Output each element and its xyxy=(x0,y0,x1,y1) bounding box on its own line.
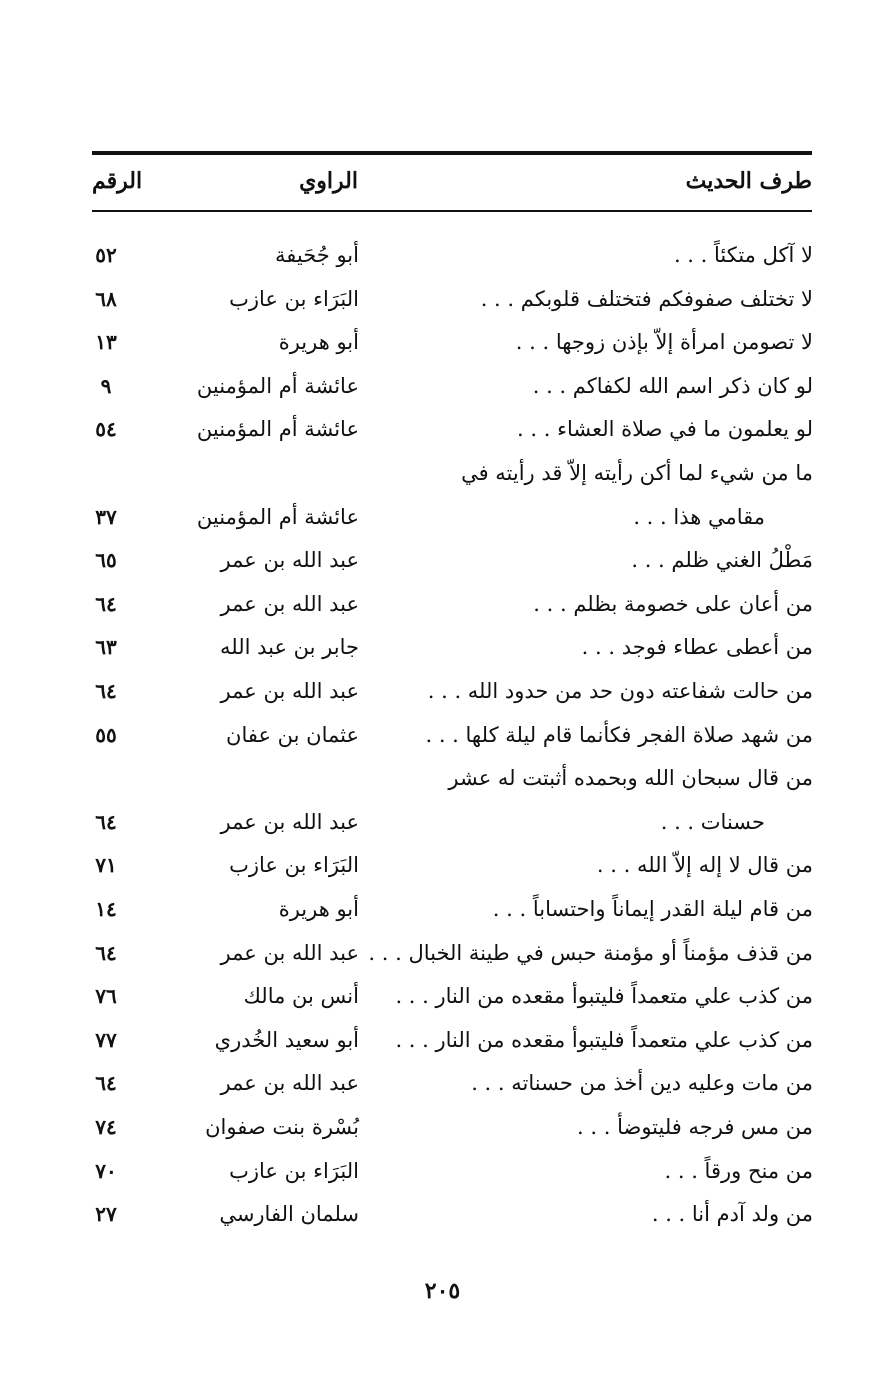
hadith-number: ٥٢ xyxy=(95,243,117,267)
hadith-number: ٦٤ xyxy=(95,809,117,834)
narrator-name: عائشة أم المؤمنين xyxy=(196,504,359,529)
hadith-number: ٦٤ xyxy=(95,591,117,616)
top-rule xyxy=(92,151,812,155)
hadith-number: ١٣ xyxy=(95,330,117,355)
hadith-text: من أعطى عطاء فوجد . . . xyxy=(581,635,813,660)
table-row xyxy=(0,976,885,1016)
table-row xyxy=(0,1194,885,1234)
hadith-text: من ولد آدم أنا . . . xyxy=(651,1202,813,1227)
table-row xyxy=(0,802,885,842)
narrator-name: عثمان بن عفان xyxy=(226,722,359,747)
hadith-number: ٧٦ xyxy=(95,984,117,1009)
narrator-name: عبد الله بن عمر xyxy=(220,1071,359,1096)
hadith-number: ٧٠ xyxy=(95,1158,117,1183)
hadith-text: ما من شيء لما أكن رأيته إلاّ قد رأيته في xyxy=(461,461,813,485)
page-number: ٢٠٥ xyxy=(424,1278,461,1304)
table-row xyxy=(0,279,885,319)
table-row xyxy=(0,540,885,580)
hadith-text: لو يعلمون ما في صلاة العشاء . . . xyxy=(517,417,813,442)
table-row xyxy=(0,933,885,973)
narrator-name: عبد الله بن عمر xyxy=(220,809,359,834)
hadith-text: من مس فرجه فليتوضأ . . . xyxy=(577,1115,813,1139)
narrator-name: عبد الله بن عمر xyxy=(220,591,359,616)
table-row xyxy=(0,1020,885,1060)
header-rule xyxy=(92,210,812,212)
hadith-number: ٩ xyxy=(100,373,112,398)
hadith-text: من مات وعليه دين أخذ من حسناته . . . xyxy=(471,1071,813,1096)
hadith-number: ٦٤ xyxy=(95,940,117,965)
hadith-number: ٦٤ xyxy=(95,679,117,703)
table-row xyxy=(0,366,885,406)
table-row xyxy=(0,1063,885,1103)
table-row xyxy=(0,409,885,449)
header-narrator: الراوي xyxy=(299,168,358,194)
narrator-name: سلمان الفارسي xyxy=(219,1202,359,1227)
table-row xyxy=(0,715,885,755)
narrator-name: البَرَاء بن عازب xyxy=(229,286,359,311)
hadith-text: مقامي هذا . . . xyxy=(633,504,765,529)
hadith-number: ٦٥ xyxy=(95,548,117,573)
narrator-name: أبو سعيد الخُدري xyxy=(214,1027,359,1052)
hadith-text: من قال سبحان الله وبحمده أثبتت له عشر xyxy=(448,766,813,791)
hadith-text: من كذب علي متعمداً فليتبوأ مقعده من النار . . . xyxy=(395,984,813,1009)
hadith-number: ٧٤ xyxy=(95,1115,117,1139)
hadith-text: لا آكل متكئاً . . . xyxy=(673,243,813,267)
table-row xyxy=(0,235,885,275)
hadith-text: لا تصومن امرأة إلاّ بإذن زوجها . . . xyxy=(515,330,813,355)
hadith-number: ٦٨ xyxy=(95,286,117,311)
narrator-name: عائشة أم المؤمنين xyxy=(196,373,359,398)
hadith-number: ٦٤ xyxy=(95,1071,117,1096)
narrator-name: أنس بن مالك xyxy=(243,984,359,1009)
hadith-text: من شهد صلاة الفجر فكأنما قام ليلة كلها . . . xyxy=(425,722,813,747)
hadith-text: من قال لا إله إلاّ الله . . . xyxy=(596,853,813,878)
narrator-name: عائشة أم المؤمنين xyxy=(196,417,359,442)
table-row xyxy=(0,627,885,667)
narrator-name: عبد الله بن عمر xyxy=(220,940,359,965)
table-row xyxy=(0,497,885,537)
table-row xyxy=(0,671,885,711)
hadith-number: ١٤ xyxy=(95,897,117,921)
hadith-number: ٧٧ xyxy=(95,1027,117,1052)
hadith-number: ٦٣ xyxy=(95,635,117,660)
hadith-text: من قام ليلة القدر إيماناً واحتساباً . . . xyxy=(492,897,813,921)
narrator-name: أبو هريرة xyxy=(278,330,359,355)
table-row xyxy=(0,453,885,493)
hadith-text: لو كان ذكر اسم الله لكفاكم . . . xyxy=(532,373,813,398)
hadith-text: من كذب علي متعمداً فليتبوأ مقعده من النار . . . xyxy=(395,1027,813,1052)
narrator-name: أبو هريرة xyxy=(278,897,359,921)
hadith-text: حسنات . . . xyxy=(660,809,765,834)
hadith-number: ٣٧ xyxy=(95,504,117,529)
narrator-name: جابر بن عبد الله xyxy=(219,635,359,660)
hadith-text: لا تختلف صفوفكم فتختلف قلوبكم . . . xyxy=(480,286,813,311)
header-hadith: طرف الحديث xyxy=(685,168,812,194)
narrator-name: عبد الله بن عمر xyxy=(220,548,359,573)
narrator-name: عبد الله بن عمر xyxy=(220,679,359,703)
hadith-text: من حالت شفاعته دون حد من حدود الله . . . xyxy=(427,679,813,703)
hadith-text: من منح ورقاً . . . xyxy=(664,1158,813,1183)
hadith-text: مَطْلُ الغني ظلم . . . xyxy=(631,548,813,573)
table-row xyxy=(0,584,885,624)
narrator-name: بُسْرة بنت صفوان xyxy=(205,1115,359,1139)
table-row xyxy=(0,322,885,362)
narrator-name: أبو جُحَيفة xyxy=(275,243,359,267)
narrator-name: البَرَاء بن عازب xyxy=(229,1158,359,1183)
hadith-text: من قذف مؤمناً أو مؤمنة حبس في طينة الخبال . . . xyxy=(368,940,813,965)
hadith-number: ٥٤ xyxy=(95,417,117,442)
table-row xyxy=(0,1107,885,1147)
hadith-text: من أعان على خصومة بظلم . . . xyxy=(533,591,813,616)
header-number: الرقم xyxy=(92,168,143,194)
hadith-number: ٧١ xyxy=(95,853,117,878)
narrator-name: البَرَاء بن عازب xyxy=(229,853,359,878)
table-row xyxy=(0,845,885,885)
hadith-number: ٥٥ xyxy=(95,722,117,747)
table-row xyxy=(0,758,885,798)
table-row xyxy=(0,1151,885,1191)
hadith-number: ٢٧ xyxy=(95,1202,117,1227)
table-row xyxy=(0,889,885,929)
